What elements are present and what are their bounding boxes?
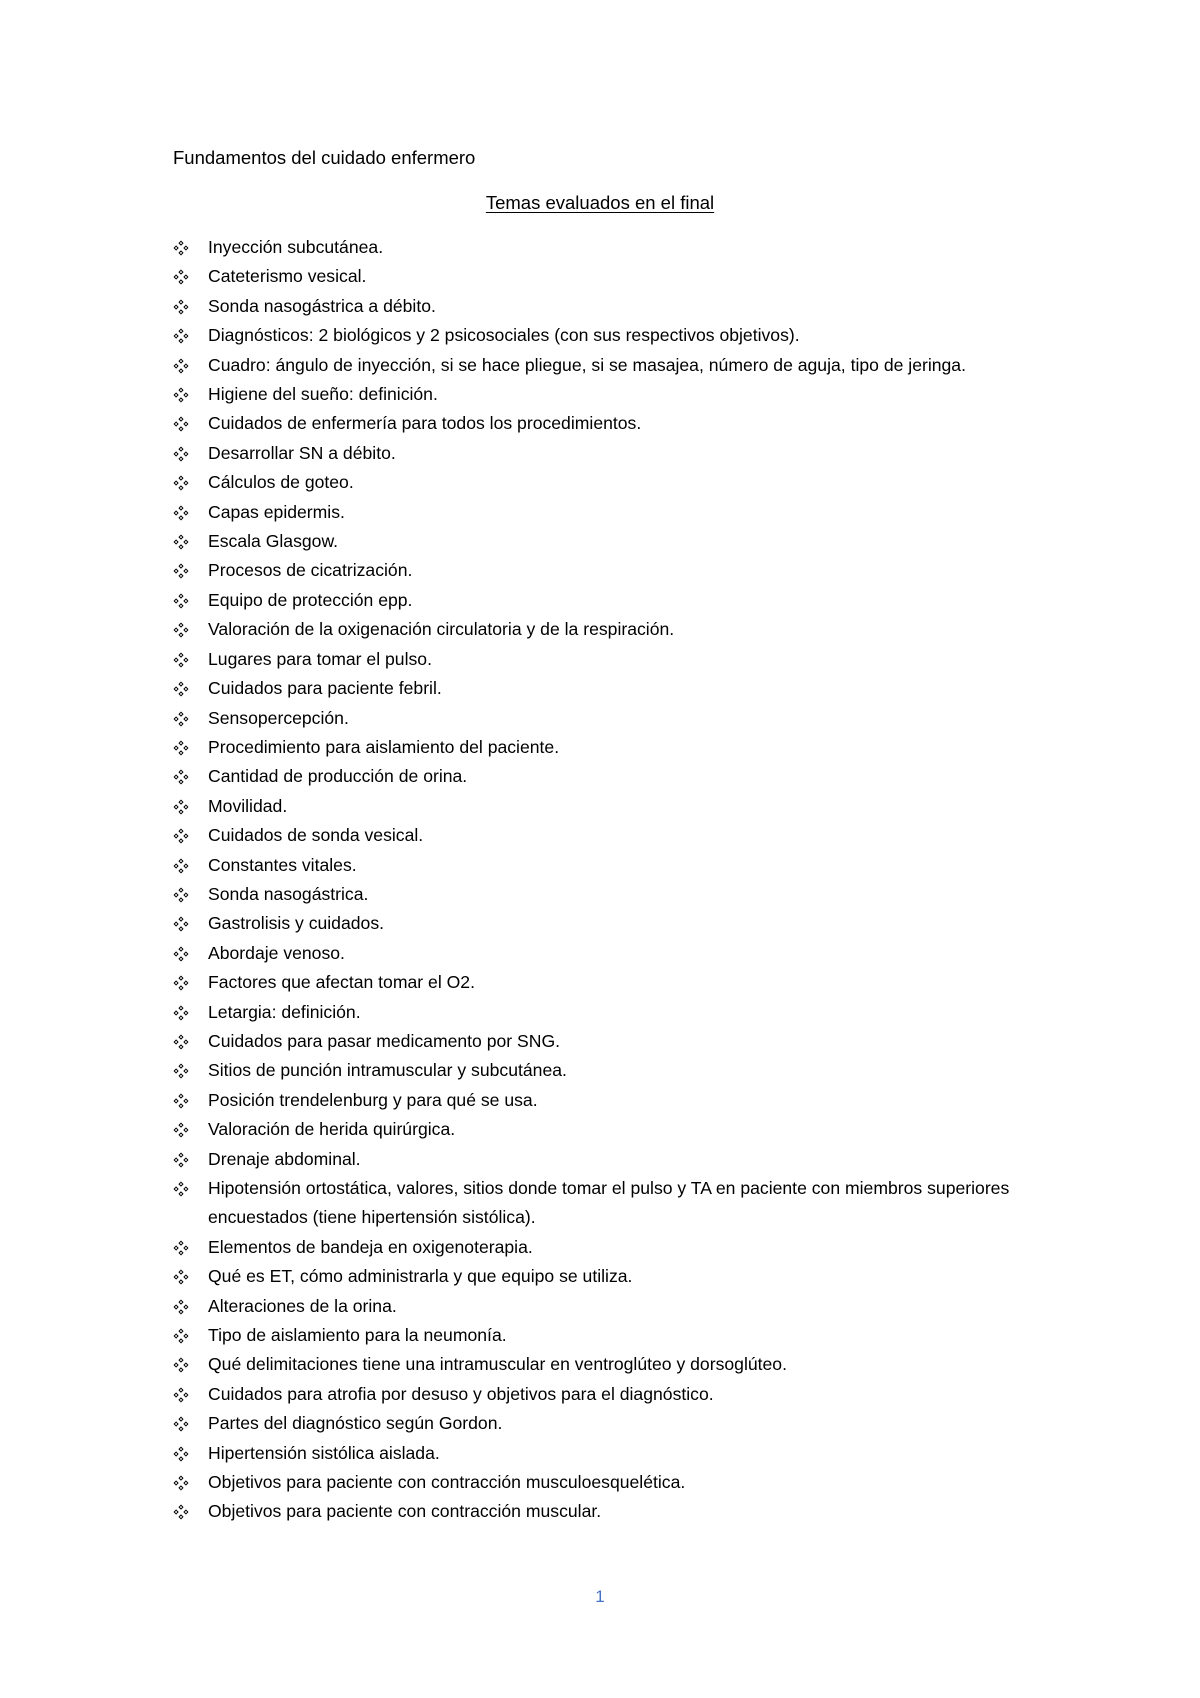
topic-item: [173, 498, 1023, 527]
topic-item: [173, 586, 1023, 615]
topic-text: Cuidados de enfermería para todos los procedimientos.: [208, 413, 642, 434]
topic-item: [173, 1439, 1023, 1468]
four-diamond-bullet-icon: [173, 563, 189, 579]
topic-text: Sitios de punción intramuscular y subcutánea.: [208, 1060, 567, 1081]
four-diamond-bullet-icon: [173, 769, 189, 785]
topic-text: Valoración de herida quirúrgica.: [208, 1119, 456, 1140]
topic-item: [173, 1262, 1023, 1291]
topic-text: Cuidados de sonda vesical.: [208, 825, 424, 846]
page-number: 1: [595, 1587, 605, 1606]
topic-item: [173, 704, 1023, 733]
four-diamond-bullet-icon: [173, 1475, 189, 1491]
topic-item: [173, 1174, 1023, 1233]
four-diamond-bullet-icon: [173, 622, 189, 638]
four-diamond-bullet-icon: [173, 916, 189, 932]
four-diamond-bullet-icon: [173, 1181, 189, 1197]
four-diamond-bullet-icon: [173, 1328, 189, 1344]
topic-text: Cálculos de goteo.: [208, 472, 354, 493]
four-diamond-bullet-icon: [173, 1093, 189, 1109]
four-diamond-bullet-icon: [173, 975, 189, 991]
topic-item: [173, 674, 1023, 703]
topic-text: Tipo de aislamiento para la neumonía.: [208, 1325, 507, 1346]
topic-text: Cateterismo vesical.: [208, 266, 367, 287]
topic-text: Cantidad de producción de orina.: [208, 766, 468, 787]
four-diamond-bullet-icon: [173, 887, 189, 903]
topic-item: [173, 1292, 1023, 1321]
topic-text: Sonda nasogástrica.: [208, 883, 369, 904]
four-diamond-bullet-icon: [173, 534, 189, 550]
topic-item: [173, 527, 1023, 556]
topic-item: [173, 409, 1023, 438]
four-diamond-bullet-icon: [173, 858, 189, 874]
four-diamond-bullet-icon: [173, 1446, 189, 1462]
document-title: Fundamentos del cuidado enfermero: [173, 147, 476, 168]
topic-text: Elementos de bandeja en oxigenoterapia.: [208, 1236, 533, 1257]
topic-text: Factores que afectan tomar el O2.: [208, 972, 475, 993]
topic-item: [173, 792, 1023, 821]
topic-list: [173, 233, 1023, 1527]
topic-text: Drenaje abdominal.: [208, 1148, 361, 1169]
four-diamond-bullet-icon: [173, 475, 189, 491]
topic-text: Valoración de la oxigenación circulatoria y de la respiración.: [208, 619, 675, 640]
topic-text: Letargia: definición.: [208, 1001, 361, 1022]
four-diamond-bullet-icon: [173, 1387, 189, 1403]
topic-text: Qué es ET, cómo administrarla y que equipo se utiliza.: [208, 1266, 633, 1287]
topic-item: [173, 821, 1023, 850]
four-diamond-bullet-icon: [173, 1269, 189, 1285]
four-diamond-bullet-icon: [173, 828, 189, 844]
topic-text: Objetivos para paciente con contracción musculoesquelética.: [208, 1472, 686, 1493]
topic-text: Lugares para tomar el pulso.: [208, 648, 432, 669]
topic-item: [173, 1468, 1023, 1497]
topic-text: Hipotensión ortostática, valores, sitios donde tomar el pulso y TA en paciente con miembros superiores encuestados (tiene hipertensión sistólica).: [208, 1178, 1010, 1228]
topic-item: [173, 468, 1023, 497]
four-diamond-bullet-icon: [173, 416, 189, 432]
topic-item: [173, 762, 1023, 791]
four-diamond-bullet-icon: [173, 358, 189, 374]
topic-item: [173, 880, 1023, 909]
topic-item: [173, 1115, 1023, 1144]
topic-text: Cuidados para pasar medicamento por SNG.: [208, 1030, 561, 1051]
topic-item: [173, 1497, 1023, 1526]
topic-item: [173, 939, 1023, 968]
topic-text: Inyección subcutánea.: [208, 237, 384, 257]
four-diamond-bullet-icon: [173, 652, 189, 668]
four-diamond-bullet-icon: [173, 1299, 189, 1315]
topic-text: Cuadro: ángulo de inyección, si se hace pliegue, si se masajea, número de aguja, tipo de jeringa.: [208, 354, 966, 375]
four-diamond-bullet-icon: [173, 1034, 189, 1050]
topic-text: Sonda nasogástrica a débito.: [208, 295, 436, 316]
four-diamond-bullet-icon: [173, 1357, 189, 1373]
topic-item: [173, 1409, 1023, 1438]
topic-text: Procesos de cicatrización.: [208, 560, 413, 581]
four-diamond-bullet-icon: [173, 269, 189, 285]
topic-item: [173, 1380, 1023, 1409]
four-diamond-bullet-icon: [173, 1122, 189, 1138]
topic-text: Sensopercepción.: [208, 707, 349, 728]
four-diamond-bullet-icon: [173, 505, 189, 521]
topic-text: Equipo de protección epp.: [208, 589, 413, 610]
four-diamond-bullet-icon: [173, 1504, 189, 1520]
topic-text: Capas epidermis.: [208, 501, 345, 522]
topic-item: [173, 321, 1023, 350]
four-diamond-bullet-icon: [173, 328, 189, 344]
topic-item: [173, 1056, 1023, 1085]
topic-item: [173, 851, 1023, 880]
topic-text: Posición trendelenburg y para qué se usa.: [208, 1089, 538, 1110]
topic-item: [173, 1086, 1023, 1115]
topic-text: Alteraciones de la orina.: [208, 1295, 397, 1316]
topic-text: Cuidados para atrofia por desuso y objetivos para el diagnóstico.: [208, 1383, 714, 1404]
four-diamond-bullet-icon: [173, 1240, 189, 1256]
topic-item: [173, 1233, 1023, 1262]
topic-text: Qué delimitaciones tiene una intramuscular en ventroglúteo y dorsoglúteo.: [208, 1354, 787, 1375]
topic-text: Hipertensión sistólica aislada.: [208, 1442, 440, 1463]
four-diamond-bullet-icon: [173, 1005, 189, 1021]
document-subtitle: Temas evaluados en el final: [485, 192, 715, 213]
topic-item: [173, 1145, 1023, 1174]
topic-text: Gastrolisis y cuidados.: [208, 913, 385, 934]
four-diamond-bullet-icon: [173, 446, 189, 462]
four-diamond-bullet-icon: [173, 1063, 189, 1079]
four-diamond-bullet-icon: [173, 593, 189, 609]
topic-text: Movilidad.: [208, 795, 288, 816]
topic-item: [173, 262, 1023, 291]
topic-text: Escala Glasgow.: [208, 531, 339, 552]
four-diamond-bullet-icon: [173, 711, 189, 727]
topic-item: [173, 615, 1023, 644]
topic-text: Cuidados para paciente febril.: [208, 678, 442, 699]
four-diamond-bullet-icon: [173, 740, 189, 756]
topic-text: Objetivos para paciente con contracción muscular.: [208, 1501, 602, 1522]
topic-item: [173, 292, 1023, 321]
topic-item: [173, 998, 1023, 1027]
four-diamond-bullet-icon: [173, 1416, 189, 1432]
topic-item: [173, 1027, 1023, 1056]
topic-item: [173, 439, 1023, 468]
topic-item: [173, 645, 1023, 674]
topic-text: Partes del diagnóstico según Gordon.: [208, 1413, 503, 1434]
topic-text: Constantes vitales.: [208, 854, 357, 875]
topic-item: [173, 233, 1023, 262]
four-diamond-bullet-icon: [173, 681, 189, 697]
four-diamond-bullet-icon: [173, 299, 189, 315]
four-diamond-bullet-icon: [173, 799, 189, 815]
topic-item: [173, 968, 1023, 997]
topic-item: [173, 380, 1023, 409]
topic-text: Diagnósticos: 2 biológicos y 2 psicosociales (con sus respectivos objetivos).: [208, 325, 800, 346]
topic-text: Abordaje venoso.: [208, 942, 345, 963]
topic-text: Procedimiento para aislamiento del paciente.: [208, 736, 560, 757]
topic-item: [173, 1350, 1023, 1379]
topic-item: [173, 351, 1023, 380]
topic-text: Desarrollar SN a débito.: [208, 442, 396, 463]
topic-item: [173, 1321, 1023, 1350]
four-diamond-bullet-icon: [173, 387, 189, 403]
topic-item: [173, 556, 1023, 585]
topic-text: Higiene del sueño: definición.: [208, 384, 438, 405]
four-diamond-bullet-icon: [173, 946, 189, 962]
topic-item: [173, 733, 1023, 762]
topic-item: [173, 909, 1023, 938]
four-diamond-bullet-icon: [173, 240, 189, 256]
four-diamond-bullet-icon: [173, 1152, 189, 1168]
